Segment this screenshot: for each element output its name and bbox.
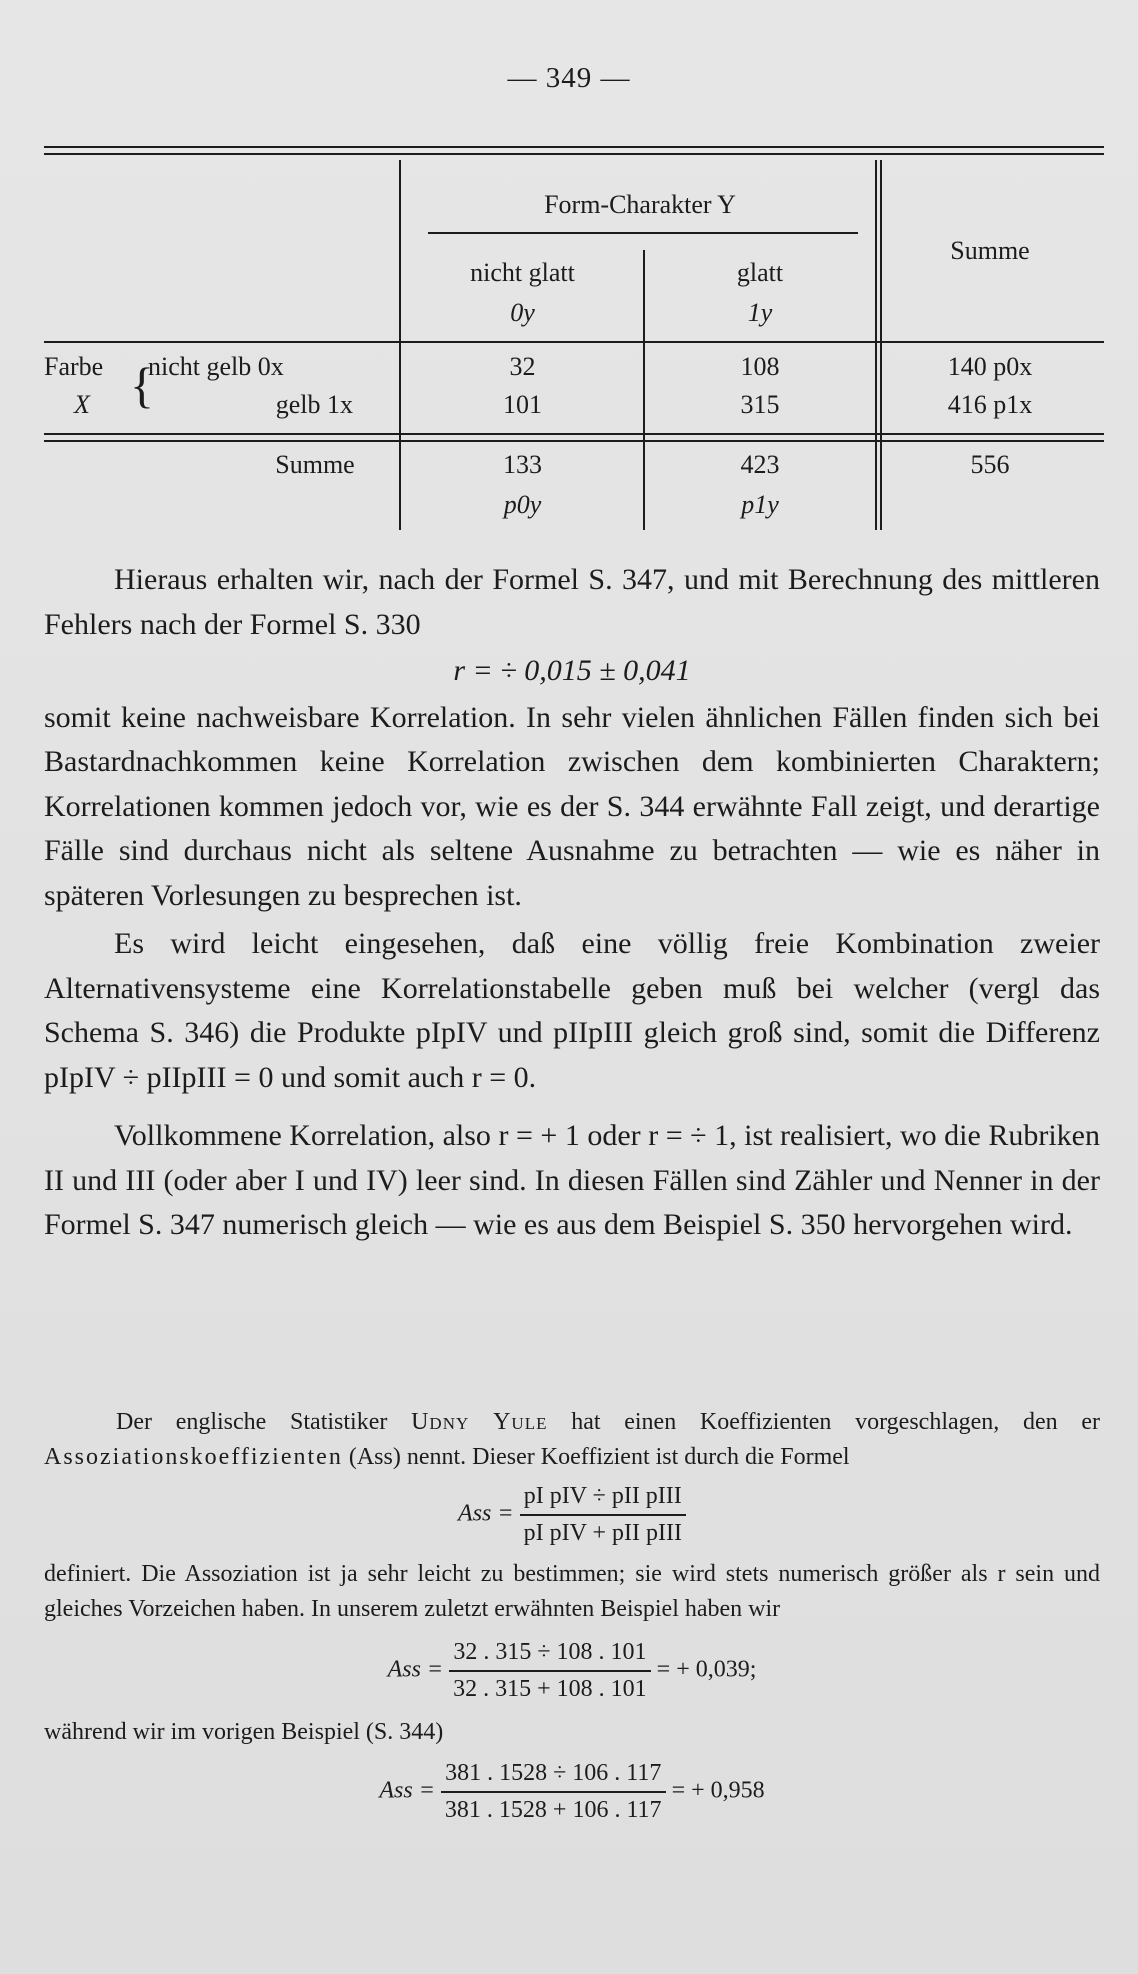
header-group-label: Form-Charakter Y bbox=[544, 190, 736, 219]
formula-1-numerator: pI pIV ÷ pII pIII bbox=[520, 1479, 686, 1516]
table-top-rule bbox=[44, 146, 1104, 148]
formula-3-result: = + 0,958 bbox=[671, 1777, 765, 1804]
table-vline-3 bbox=[875, 160, 877, 530]
table-vline-2 bbox=[643, 250, 645, 530]
page-number: — 349 — bbox=[507, 62, 631, 94]
sum-sym-p0y: p0y bbox=[503, 490, 542, 519]
paragraph-2: somit keine nachweisbare Korrelation. In sehr vielen ähnlichen Fällen finden sich bei Bastardnachkommen keine Korrelation zwischen dem kombinierten Charaktern; Korrelationen kommen jedoch vor, wie es der S. 344 erwähnte Fall zeigt, und derartige Fälle sind durchaus nicht als seltene Ausnahme zu betrachten — wie es näher in späteren Vorlesungen zu besprechen ist. bbox=[44, 700, 1100, 912]
sum-row-label: Summe bbox=[275, 450, 355, 479]
cell-r2c2: 315 bbox=[740, 390, 780, 419]
sum-header: Summe bbox=[950, 236, 1030, 265]
formula-2-numerator: 32 . 315 ÷ 108 . 101 bbox=[449, 1635, 651, 1672]
cell-r1c1: 32 bbox=[509, 352, 536, 381]
formula-3-denominator: 381 . 1528 + 106 . 117 bbox=[444, 1797, 662, 1823]
table-top-rule-2 bbox=[44, 153, 1104, 155]
sum-sym-p1y: p1y bbox=[741, 490, 779, 519]
row-group-farbe: Farbe bbox=[44, 352, 104, 381]
small-paragraph-1: Der englische Statistiker Udny Yule hat einen Koeffizienten vorgeschlagen, den er Assoziationskoeffizienten (Ass) nennt. Dieser Koeffizient ist durch die Formel bbox=[44, 1409, 1101, 1470]
row-brace: { bbox=[130, 357, 154, 413]
small-paragraph-2: definiert. Die Assoziation ist ja sehr leicht zu bestimmen; sie wird stets numerisch größer als r sein und gleiches Vorzeichen haben. In unserem zuletzt erwähnten Beispiel haben wir bbox=[44, 1561, 1100, 1622]
cell-r2-sum: 416 p1x bbox=[947, 390, 1033, 419]
small-print bbox=[44, 1405, 1100, 1834]
sum-c1: 133 bbox=[503, 450, 542, 479]
formula-2-result: = + 0,039; bbox=[656, 1656, 757, 1683]
col-header-glatt: glatt bbox=[736, 258, 784, 287]
sum-total: 556 bbox=[970, 450, 1010, 479]
equation-r: r = ÷ 0,015 ± 0,041 bbox=[453, 654, 691, 687]
table-vline-1 bbox=[399, 160, 401, 530]
formula-ass-example-2: Ass = $\frac{381 . 1528 \div 106 . 117}{381 . 1528 + 106 . 117}$ = + 0,958 bbox=[44, 1756, 1100, 1828]
formula-2-denominator: 32 . 315 + 108 . 101 bbox=[453, 1676, 647, 1702]
row-label-gelb: gelb 1x bbox=[275, 390, 353, 419]
col-symbol-1y: 1y bbox=[747, 298, 773, 327]
row-label-nicht-gelb: nicht gelb 0x bbox=[148, 352, 284, 381]
col-symbol-0y: 0y bbox=[510, 298, 535, 327]
cell-r2c1: 101 bbox=[503, 390, 542, 419]
paragraph-3: Es wird leicht eingesehen, daß eine völlig freie Kombination zweier Alternativensysteme eine Korrelationstabelle geben muß bei welcher (vergl das Schema S. 346) die Produkte pIpIV und pIIpIII gleich groß sind, somit die Differenz pIpIV ÷ pIIpIII = 0 und somit auch r = 0. bbox=[44, 927, 1100, 1094]
term-assoziation: Assoziationskoeffizienten bbox=[44, 1444, 343, 1470]
row-group-x: X bbox=[74, 390, 90, 419]
table-header-rule bbox=[44, 341, 1104, 343]
table-sum-rule-2 bbox=[44, 440, 1104, 442]
sum-c2: 423 bbox=[740, 450, 780, 479]
formula-ass-example-1: Ass = $\frac{32 . 315 \div 108 . 101}{32 . 315 + 108 . 101}$ = + 0,039; bbox=[44, 1635, 1100, 1707]
col-header-nicht-glatt: nicht glatt bbox=[470, 258, 575, 287]
small-paragraph-3: während wir im vorigen Beispiel (S. 344) bbox=[44, 1719, 444, 1745]
author-name: Udny Yule bbox=[411, 1409, 548, 1435]
table-vline-3b bbox=[880, 160, 882, 530]
main-text bbox=[44, 558, 1100, 1248]
table-sum-rule bbox=[44, 433, 1104, 435]
formula-3-numerator: 381 . 1528 ÷ 106 . 117 bbox=[441, 1756, 666, 1793]
header-group-brace bbox=[428, 232, 858, 234]
paragraph-1: Hieraus erhalten wir, nach der Formel S. 347, und mit Berechnung des mittleren Fehlers nach der Formel S. 330 bbox=[44, 563, 1100, 641]
formula-ass-definition: Ass = $\frac{\text{pI pIV ÷ pII pIII}}{\text{pI pIV + pII pIII}}$ bbox=[44, 1479, 1100, 1551]
formula-1-denominator: pI pIV + pII pIII bbox=[523, 1520, 682, 1546]
paragraph-4: Vollkommene Korrelation, also r = + 1 oder r = ÷ 1, ist realisiert, wo die Rubriken II und III (oder aber I und IV) leer sind. In diesen Fällen sind Zähler und Nenner in der Formel S. 347 numerisch gleich — wie es aus dem Beispiel S. 350 hervorgehen wird. bbox=[44, 1119, 1100, 1241]
cell-r1-sum: 140 p0x bbox=[947, 352, 1033, 381]
cell-r1c2: 108 bbox=[740, 352, 780, 381]
